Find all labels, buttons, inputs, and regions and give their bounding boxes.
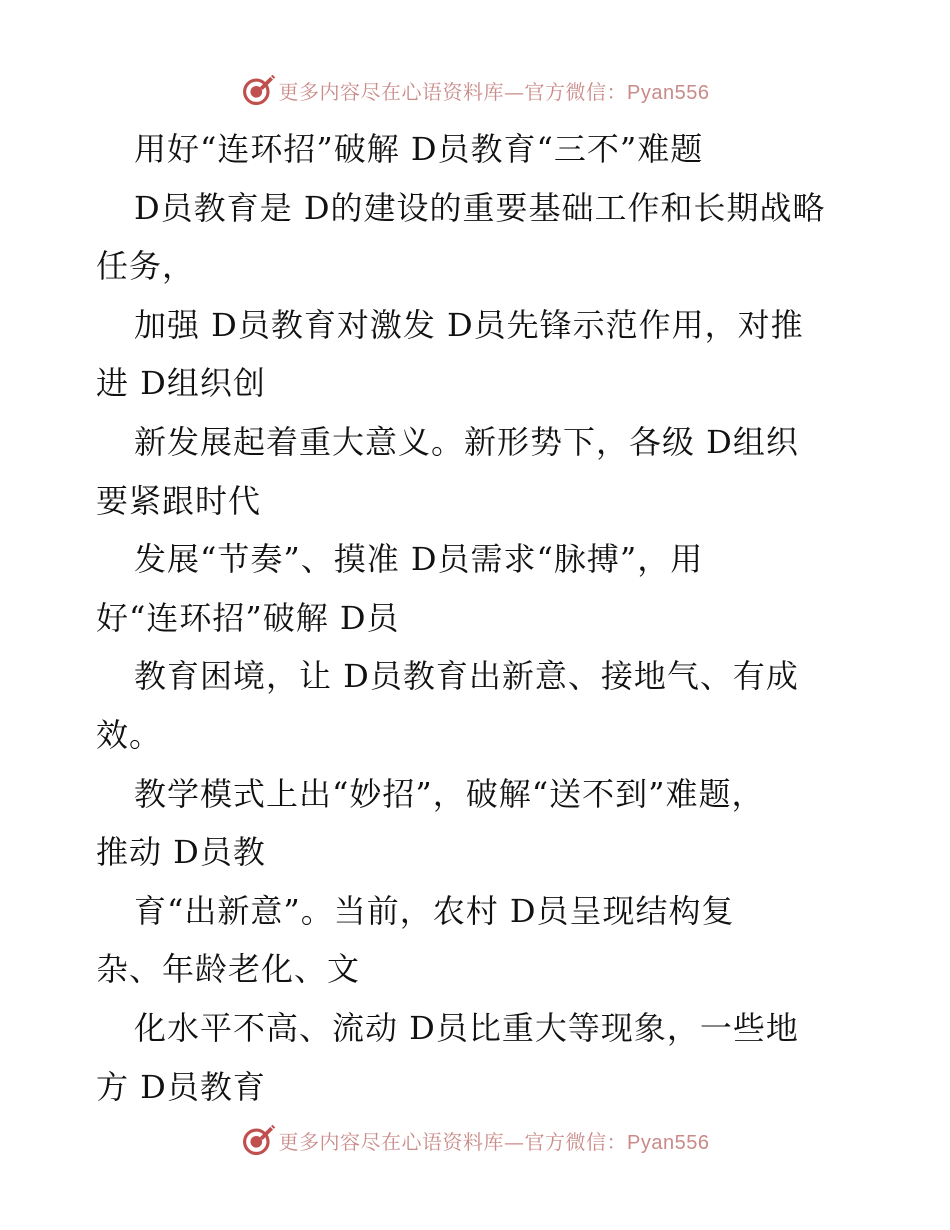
text-line: 新发展起着重大意义。新形势下，各级 D组织	[134, 422, 799, 461]
text-line: 要紧跟时代	[96, 481, 262, 520]
text-line: 育“出新意”。当前，农村 D员呈现结构复	[134, 891, 735, 930]
header-watermark	[0, 70, 950, 110]
watermark-wechat-id: Pyan556	[627, 81, 710, 104]
text-line: 发展“节奏”、摸准 D员需求“脉搏”，用	[134, 540, 704, 579]
watermark-text: 更多内容尽在心语资料库—官方微信：	[278, 79, 628, 104]
text-line: 进 D组织创	[96, 364, 266, 403]
text-line: 杂、年龄老化、文	[96, 950, 361, 989]
document-body	[96, 120, 876, 1116]
text-line: 推动 D员教	[96, 833, 266, 872]
text-line: 任务，	[96, 247, 196, 286]
text-line: 教学模式上出“妙招”，破解“送不到”难题，	[134, 774, 765, 813]
pen-logo-icon	[241, 1122, 277, 1158]
text-line: 好“连环招”破解 D员	[96, 598, 400, 637]
watermark-text: 更多内容尽在心语资料库—官方微信：	[278, 1129, 628, 1154]
watermark-wechat-id: Pyan556	[627, 1131, 710, 1154]
text-line: 加强 D员教育对激发 D员先锋示范作用，对推	[134, 305, 804, 344]
text-line: D员教育是 D的建设的重要基础工作和长期战略	[134, 188, 826, 227]
document-title: 用好“连环招”破解 D员教育“三不”难题	[134, 130, 704, 168]
text-line: 效。	[96, 715, 163, 754]
text-line: 教育困境，让 D员教育出新意、接地气、有成	[134, 657, 799, 696]
pen-logo-icon	[241, 72, 277, 108]
text-line: 化水平不高、流动 D员比重大等现象，一些地	[134, 1008, 799, 1047]
footer-watermark	[0, 1120, 950, 1160]
text-line: 方 D员教育	[96, 1067, 266, 1106]
